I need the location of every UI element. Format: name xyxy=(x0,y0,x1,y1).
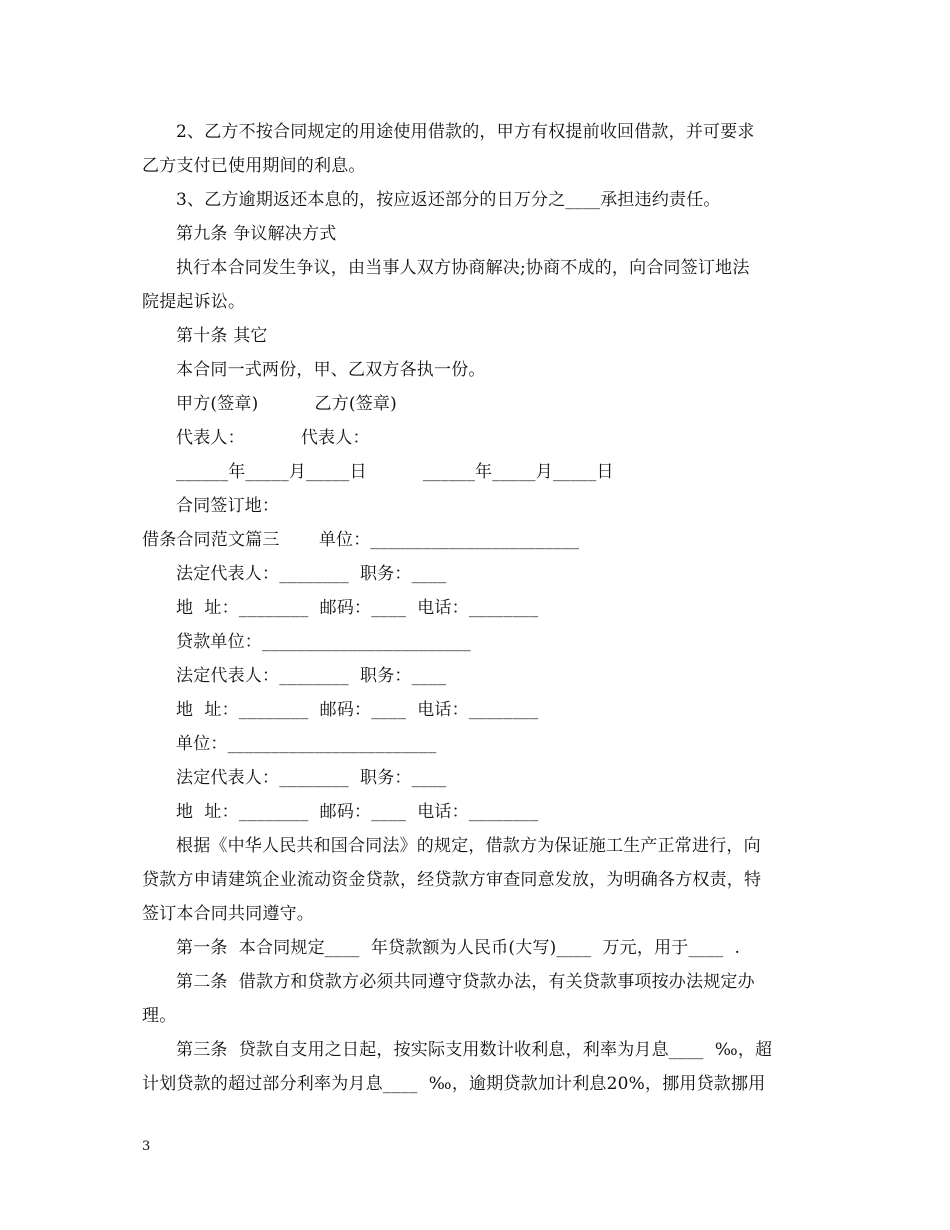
text-line: 计划贷款的超过部分利率为月息____ ‰，逾期贷款加计利息20%，挪用贷款挪用 xyxy=(142,1074,766,1094)
date-line: ______年_____月_____日 ______年_____月_____日 xyxy=(176,462,614,482)
text-line: 根据《中华人民共和国合同法》的规定，借款方为保证施工生产正常进行，向 xyxy=(176,836,761,856)
article-line: 第三条 贷款自支用之日起，按实际支用数计收利息，利率为月息____ ‰，超 xyxy=(176,1040,773,1060)
text-line: 合同签订地： xyxy=(176,496,280,516)
text-line: 执行本合同发生争议，由当事人双方协商解决;协商不成的，向合同签订地法 xyxy=(176,258,750,278)
text-line: 本合同一式两份，甲、乙双方各执一份。 xyxy=(176,360,486,380)
section-title: 借条合同范文篇三 单位：________________________ xyxy=(142,530,580,550)
form-line: 单位：________________________ xyxy=(176,734,437,754)
text-line: 2、乙方不按合同规定的用途使用借款的，甲方有权提前收回借款，并可要求 xyxy=(176,122,755,142)
section-heading: 第十条 其它 xyxy=(176,326,268,346)
text-line: 签订本合同共同遵守。 xyxy=(142,904,314,924)
text-line: 乙方支付已使用期间的利息。 xyxy=(142,156,366,176)
form-line: 贷款单位：________________________ xyxy=(176,632,471,652)
signature-line: 甲方(签章) 乙方(签章) xyxy=(176,394,397,414)
page-number: 3 xyxy=(142,1139,151,1154)
section-heading: 第九条 争议解决方式 xyxy=(176,224,337,244)
text-line: 理。 xyxy=(142,1006,177,1026)
signature-line: 代表人： 代表人： xyxy=(176,428,370,448)
form-line: 法定代表人：________ 职务：____ xyxy=(176,768,447,788)
text-line: 3、乙方逾期返还本息的，按应返还部分的日万分之____承担违约责任。 xyxy=(176,190,721,210)
form-line: 地 址：________ 邮码：____ 电话：________ xyxy=(176,802,539,822)
article-line: 第二条 借款方和贷款方必须共同遵守贷款办法，有关贷款事项按办法规定办 xyxy=(176,972,755,992)
form-line: 地 址：________ 邮码：____ 电话：________ xyxy=(176,598,539,618)
article-line: 第一条 本合同规定____ 年贷款额为人民币(大写)____ 万元，用于____ . xyxy=(176,938,741,958)
form-line: 地 址：________ 邮码：____ 电话：________ xyxy=(176,700,539,720)
form-line: 法定代表人：________ 职务：____ xyxy=(176,666,447,686)
text-line: 贷款方申请建筑企业流动资金贷款，经贷款方审查同意发放，为明确各方权责，特 xyxy=(142,870,762,890)
form-line: 法定代表人：________ 职务：____ xyxy=(176,564,447,584)
text-line: 院提起诉讼。 xyxy=(142,292,246,312)
